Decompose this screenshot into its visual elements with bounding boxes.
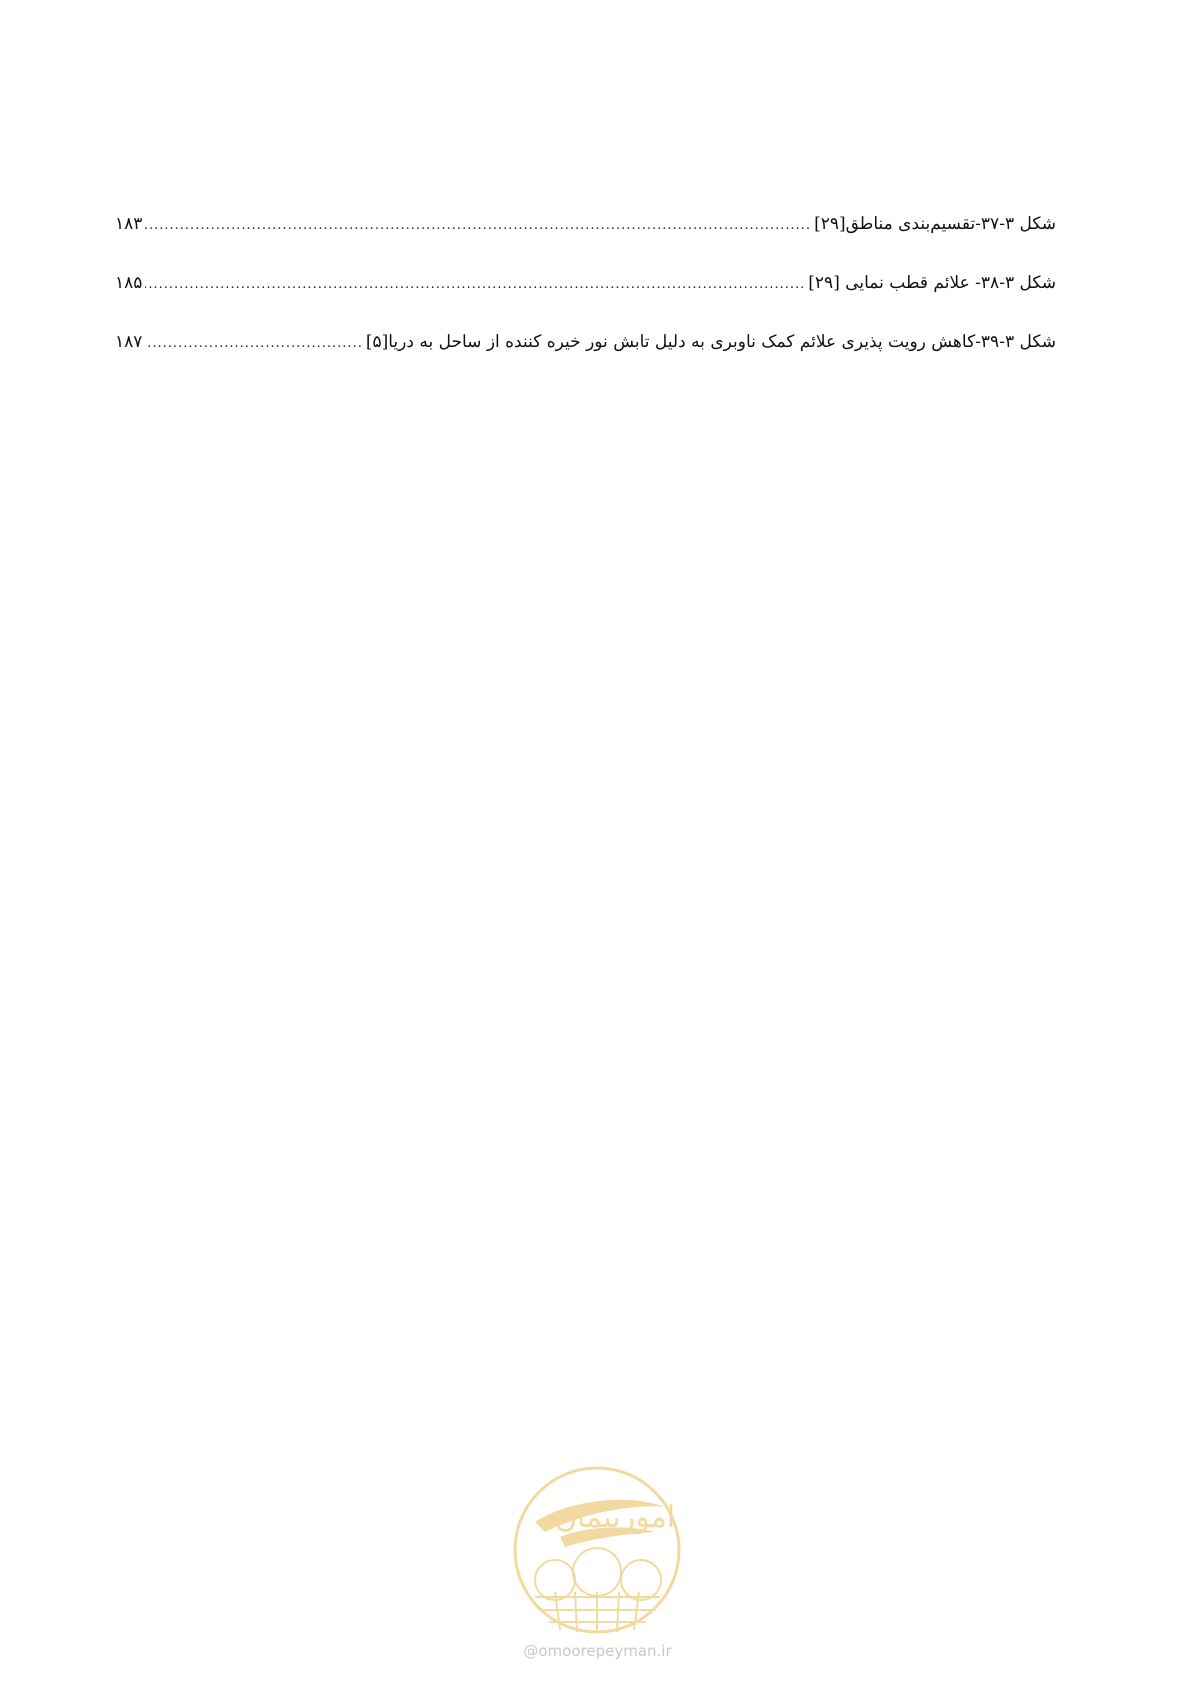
toc-leader-dots (145, 218, 811, 233)
watermark-logo (505, 1462, 690, 1667)
toc-entry-page: ۱۸۷ (115, 332, 143, 352)
toc-entry[interactable] (115, 332, 1056, 391)
toc-entry[interactable] (115, 214, 1056, 273)
toc-entry-page: ۱۸۳ (115, 214, 143, 234)
toc-entry-label: شکل ۳-۳۹-کاهش رویت پذیری علائم کمک ناوبری به دلیل تابش نور خیره کننده از ساحل به دریا[۵] (365, 332, 1056, 352)
toc-entry[interactable] (115, 273, 1056, 332)
watermark-url: @omoorepeyman.ir (523, 1642, 672, 1660)
table-of-figures (115, 214, 1056, 391)
toc-entry-label: شکل ۳-۳۸- علائم قطب نمایی [۲۹] (808, 273, 1056, 293)
toc-entry-page: ۱۸۵ (115, 273, 143, 293)
toc-leader-dots (145, 277, 805, 292)
watermark-logo-text: امورپیمان (554, 1500, 676, 1535)
omoore-peyman-logo-icon (505, 1462, 690, 1637)
toc-leader-dots (145, 336, 362, 351)
toc-entry-label: شکل ۳-۳۷-تقسیم‌بندی مناطق[۲۹] (814, 214, 1056, 234)
